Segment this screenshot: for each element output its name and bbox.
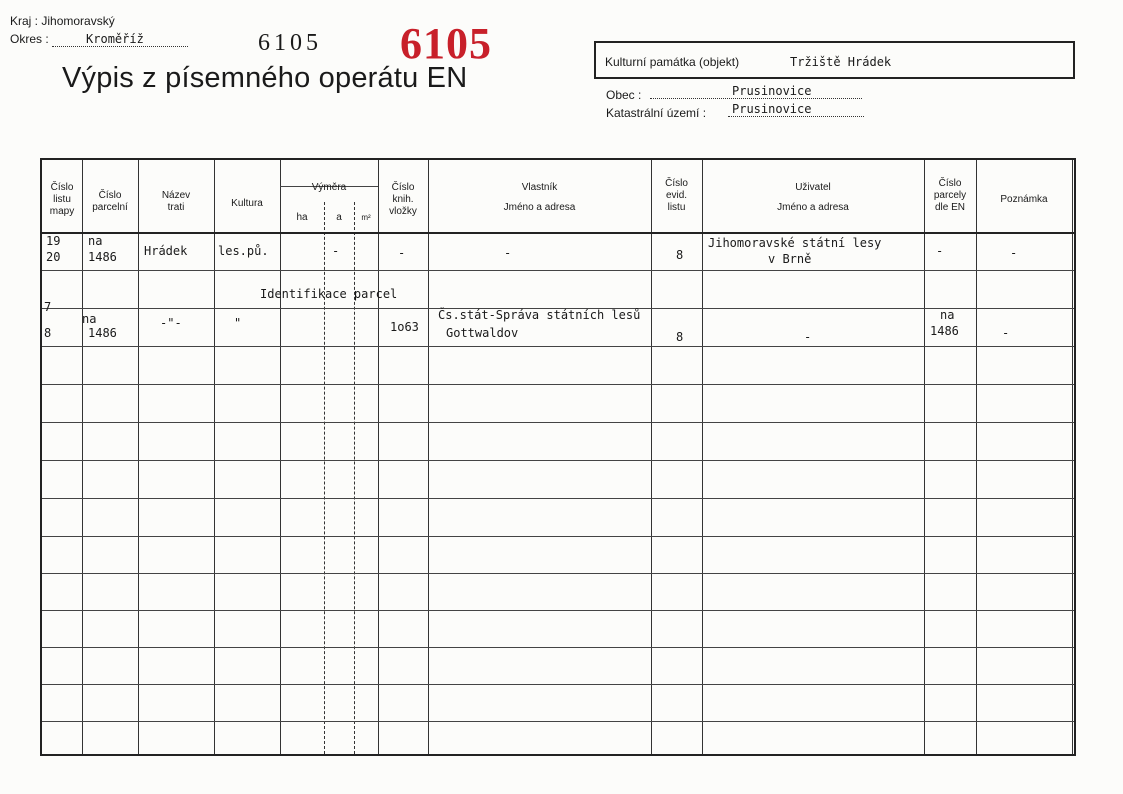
col-vymera: Výměra: [311, 182, 347, 193]
katastr-label: Katastrální území :: [606, 106, 707, 120]
row2-parcel-1: na: [82, 312, 97, 326]
row2-kultura: ": [234, 316, 242, 330]
row1-poznamka: -: [1010, 246, 1018, 260]
col-a: a: [336, 212, 342, 223]
row2-listu-2: 8: [44, 326, 52, 340]
document-number-stamp: 6105: [258, 30, 322, 56]
document-number-red: 6105: [400, 19, 492, 68]
col-cislo-evid: Číslo evid. listu: [665, 178, 688, 213]
katastr-value: Prusinovice: [728, 102, 864, 117]
col-m2: m²: [361, 213, 371, 222]
col-cislo-parcely-en: Číslo parcely dle EN: [933, 178, 967, 213]
row1-evid: 8: [676, 248, 684, 262]
row1-uzivatel-2: v Brně: [768, 252, 812, 266]
row1-parcely-en: -: [936, 244, 944, 258]
object-value: Tržiště Hrádek: [790, 55, 892, 69]
kraj-line: [10, 14, 115, 28]
row1-uzivatel-1: Jihomoravské státní lesy: [708, 236, 882, 250]
col-cislo-listu: Číslo listu mapy: [49, 182, 75, 217]
row2-listu-1: 7: [44, 300, 52, 314]
col-ha: ha: [296, 212, 308, 223]
section-identifikace-parcel: Identifikace parcel: [260, 287, 398, 301]
row2-evid: 8: [676, 330, 684, 344]
row1-knih: -: [398, 246, 406, 260]
kraj-value: Jihomoravský: [41, 14, 115, 28]
col-kultura: Kultura: [231, 198, 263, 209]
object-label: Kulturní památka (objekt): [605, 55, 740, 69]
kraj-label: Kraj :: [10, 14, 39, 28]
row2-knih: 1o63: [390, 320, 419, 334]
row2-vlastnik-1: Čs.stát-Správa státních lesů: [438, 308, 641, 322]
row2-poznamka: -: [1002, 326, 1010, 340]
row1-listu-1: 19: [46, 234, 61, 248]
okres-line: [10, 32, 188, 47]
row1-listu-2: 20: [46, 250, 61, 264]
obec-label: Obec :: [606, 88, 642, 102]
col-poznamka: Poznámka: [1000, 194, 1048, 205]
object-box: [594, 41, 1075, 79]
row1-parcel-2: 1486: [88, 250, 117, 264]
row2-trat: -"-: [160, 316, 182, 330]
page-title: Výpis z písemného operátu EN: [62, 62, 468, 94]
col-nazev-trati: Název trati: [161, 190, 191, 213]
records-table: [40, 158, 1076, 756]
col-cislo-knih: Číslo knih. vložky: [389, 182, 417, 217]
col-uzivatel: Uživatel Jméno a adresa: [777, 182, 849, 213]
row2-uzivatel: -: [804, 330, 812, 344]
row1-parcel-1: na: [88, 234, 103, 248]
col-vlastnik: Vlastník Jméno a adresa: [503, 182, 576, 213]
okres-label: Okres :: [10, 32, 49, 46]
row2-vlastnik-2: Gottwaldov: [446, 326, 519, 340]
row2-parcel-2: 1486: [88, 326, 117, 340]
okres-value: Kroměříž: [52, 32, 188, 47]
obec-value: Prusinovice: [650, 84, 862, 99]
row2-parcely-en-1: na: [940, 308, 955, 322]
row1-vymera: -: [332, 244, 340, 258]
row1-vlastnik: -: [504, 246, 512, 260]
row1-trat: Hrádek: [144, 244, 188, 258]
row2-parcely-en-2: 1486: [930, 324, 959, 338]
row1-kultura: les.pů.: [218, 244, 269, 258]
col-cislo-parcelni: Číslo parcelní: [92, 190, 128, 213]
